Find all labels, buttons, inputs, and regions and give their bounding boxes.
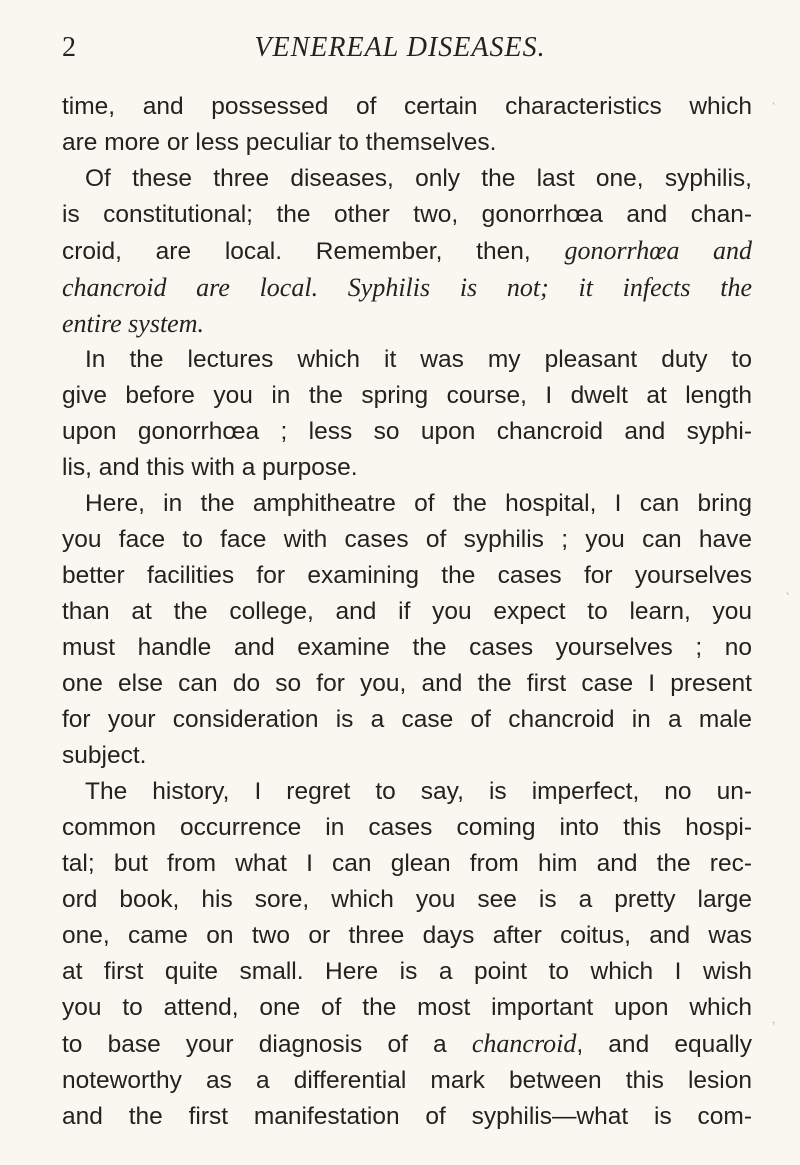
text-line: better facilities for examining the cases for yourselves	[62, 562, 752, 589]
text-line: are more or less peculiar to themselves.	[62, 129, 497, 156]
running-head: VENEREAL DISEASES.	[254, 32, 546, 63]
text-line: is constitutional; the other two, gonorrhœa and chan-	[62, 201, 752, 228]
text-line: The history, I regret to say, is imperfect, no un-	[85, 778, 752, 805]
page-header	[0, 28, 800, 68]
page-number: 2	[62, 32, 77, 63]
text-line: noteworthy as a differential mark between this lesion	[62, 1067, 752, 1094]
text-line: common occurrence in cases coming into this hospi-	[62, 814, 752, 841]
text-line: one, came on two or three days after coitus, and was	[62, 922, 752, 949]
text-line	[62, 233, 752, 270]
text-line: In the lectures which it was my pleasant duty to	[85, 346, 752, 373]
text-line: at first quite small. Here is a point to which I wish	[62, 958, 752, 985]
text-line: you to attend, one of the most important upon which	[62, 994, 752, 1021]
text-line: and the first manifestation of syphilis—what is com-	[62, 1103, 752, 1130]
text-line: must handle and examine the cases yourselves ; no	[62, 634, 752, 661]
text-run: croid, are local. Remember, then,	[62, 238, 565, 265]
text-line: time, and possessed of certain characteristics which	[62, 93, 752, 120]
margin-mark: ‵	[786, 590, 790, 606]
paragraph-3	[62, 342, 752, 486]
text-line: for your consideration is a case of chancroid in a male	[62, 706, 752, 733]
text-run: to base your diagnosis of a	[62, 1031, 472, 1058]
emphasis-text: gonorrhœa and	[564, 236, 752, 265]
margin-mark: ‚	[772, 1010, 776, 1026]
paragraph-1	[62, 89, 752, 161]
emphasis-text: chancroid	[471, 1029, 577, 1058]
text-line	[62, 1026, 752, 1063]
text-line: upon gonorrhœa ; less so upon chancroid and syphi-	[62, 418, 752, 445]
body-text	[62, 89, 752, 1135]
margin-mark: ‵	[772, 100, 776, 116]
text-line: lis, and this with a purpose.	[62, 454, 358, 481]
paragraph-2	[62, 161, 752, 342]
text-line: ord book, his sore, which you see is a pretty large	[62, 886, 752, 913]
text-line: than at the college, and if you expect to learn, you	[62, 598, 752, 625]
emphasis-line: chancroid are local. Syphilis is not; it infects the	[62, 273, 752, 302]
emphasis-line: entire system.	[62, 309, 204, 338]
text-line: one else can do so for you, and the first case I present	[62, 670, 752, 697]
text-line: Of these three diseases, only the last one, syphilis,	[85, 165, 752, 192]
text-line: subject.	[62, 742, 147, 769]
paragraph-5	[62, 774, 752, 1135]
text-run: , and equally	[576, 1031, 753, 1058]
text-line: Here, in the amphitheatre of the hospital, I can bring	[85, 490, 752, 517]
text-line: give before you in the spring course, I dwelt at length	[62, 382, 752, 409]
text-line: tal; but from what I can glean from him and the rec-	[62, 850, 752, 877]
text-line: you face to face with cases of syphilis ; you can have	[62, 526, 752, 553]
paragraph-4	[62, 486, 752, 774]
